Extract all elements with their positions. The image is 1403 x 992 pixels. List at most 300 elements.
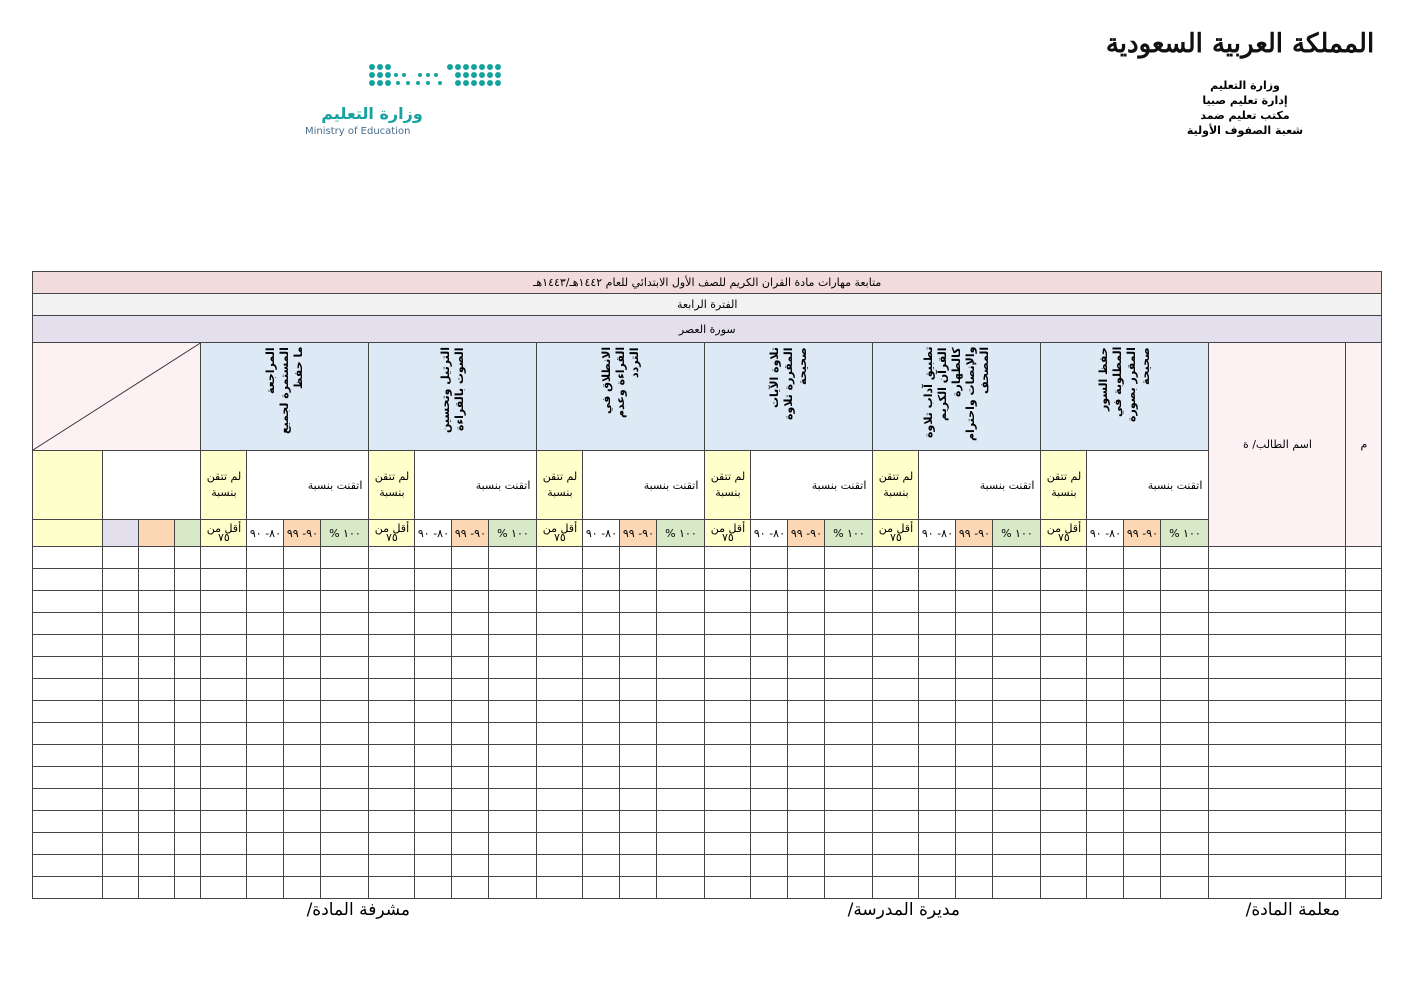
table-cell[interactable] — [103, 657, 139, 679]
table-cell[interactable] — [1346, 547, 1382, 569]
table-cell[interactable] — [583, 679, 620, 701]
table-cell[interactable] — [751, 657, 788, 679]
table-cell[interactable] — [175, 811, 201, 833]
table-cell[interactable] — [452, 811, 489, 833]
table-cell[interactable] — [751, 767, 788, 789]
table-cell[interactable] — [284, 657, 321, 679]
table-cell[interactable] — [788, 811, 825, 833]
table-cell[interactable] — [788, 657, 825, 679]
table-cell[interactable] — [537, 789, 583, 811]
table-cell[interactable] — [751, 613, 788, 635]
table-cell[interactable] — [1161, 569, 1209, 591]
table-cell[interactable] — [247, 811, 284, 833]
table-cell[interactable] — [705, 635, 751, 657]
table-cell[interactable] — [956, 679, 993, 701]
table-cell[interactable] — [489, 635, 537, 657]
table-cell[interactable] — [103, 767, 139, 789]
table-cell[interactable] — [489, 833, 537, 855]
table-cell[interactable] — [201, 789, 247, 811]
table-cell[interactable] — [1087, 591, 1124, 613]
table-cell[interactable] — [1346, 767, 1382, 789]
table-cell[interactable] — [1041, 591, 1087, 613]
table-cell[interactable] — [537, 855, 583, 877]
table-cell[interactable] — [788, 745, 825, 767]
table-cell[interactable] — [175, 723, 201, 745]
table-cell[interactable] — [175, 657, 201, 679]
table-cell[interactable] — [369, 657, 415, 679]
table-cell[interactable] — [1041, 723, 1087, 745]
table-cell[interactable] — [175, 767, 201, 789]
table-cell[interactable] — [1124, 767, 1161, 789]
table-cell[interactable] — [1087, 789, 1124, 811]
table-cell[interactable] — [956, 745, 993, 767]
table-cell[interactable] — [956, 877, 993, 899]
table-cell[interactable] — [1161, 591, 1209, 613]
table-cell[interactable] — [620, 789, 657, 811]
table-cell[interactable] — [705, 613, 751, 635]
table-cell[interactable] — [489, 701, 537, 723]
table-cell[interactable] — [1087, 745, 1124, 767]
table-cell[interactable] — [583, 635, 620, 657]
table-cell[interactable] — [33, 613, 103, 635]
table-cell[interactable] — [247, 569, 284, 591]
table-cell[interactable] — [1346, 789, 1382, 811]
table-cell[interactable] — [788, 635, 825, 657]
table-cell[interactable] — [583, 855, 620, 877]
table-cell[interactable] — [620, 591, 657, 613]
table-cell[interactable] — [620, 569, 657, 591]
table-cell[interactable] — [1346, 635, 1382, 657]
table-cell[interactable] — [139, 569, 175, 591]
table-cell[interactable] — [993, 723, 1041, 745]
table-cell[interactable] — [175, 679, 201, 701]
table-cell[interactable] — [321, 613, 369, 635]
table-cell[interactable] — [1124, 613, 1161, 635]
table-cell[interactable] — [452, 657, 489, 679]
table-cell[interactable] — [583, 877, 620, 899]
table-cell[interactable] — [1041, 767, 1087, 789]
table-cell[interactable] — [452, 635, 489, 657]
table-cell[interactable] — [620, 811, 657, 833]
table-cell[interactable] — [825, 635, 873, 657]
table-cell[interactable] — [489, 745, 537, 767]
table-cell[interactable] — [705, 767, 751, 789]
table-cell[interactable] — [415, 635, 452, 657]
table-cell[interactable] — [956, 855, 993, 877]
table-cell[interactable] — [1161, 855, 1209, 877]
table-cell[interactable] — [369, 701, 415, 723]
table-cell[interactable] — [751, 833, 788, 855]
table-cell[interactable] — [956, 613, 993, 635]
table-cell[interactable] — [1209, 811, 1346, 833]
table-cell[interactable] — [873, 679, 919, 701]
table-cell[interactable] — [33, 657, 103, 679]
table-cell[interactable] — [537, 745, 583, 767]
table-cell[interactable] — [284, 569, 321, 591]
table-cell[interactable] — [993, 833, 1041, 855]
table-cell[interactable] — [825, 569, 873, 591]
table-cell[interactable] — [1209, 767, 1346, 789]
table-cell[interactable] — [247, 833, 284, 855]
table-cell[interactable] — [1346, 855, 1382, 877]
table-cell[interactable] — [452, 613, 489, 635]
table-cell[interactable] — [201, 877, 247, 899]
table-cell[interactable] — [751, 877, 788, 899]
table-cell[interactable] — [415, 833, 452, 855]
table-cell[interactable] — [583, 833, 620, 855]
table-cell[interactable] — [247, 855, 284, 877]
table-cell[interactable] — [705, 811, 751, 833]
table-cell[interactable] — [103, 701, 139, 723]
table-cell[interactable] — [489, 789, 537, 811]
table-cell[interactable] — [873, 723, 919, 745]
table-cell[interactable] — [993, 591, 1041, 613]
table-cell[interactable] — [321, 657, 369, 679]
table-cell[interactable] — [919, 789, 956, 811]
table-cell[interactable] — [1041, 811, 1087, 833]
table-cell[interactable] — [1124, 547, 1161, 569]
table-cell[interactable] — [1209, 569, 1346, 591]
table-cell[interactable] — [788, 789, 825, 811]
table-cell[interactable] — [321, 701, 369, 723]
table-cell[interactable] — [1346, 745, 1382, 767]
table-cell[interactable] — [993, 701, 1041, 723]
table-cell[interactable] — [489, 613, 537, 635]
table-cell[interactable] — [537, 635, 583, 657]
table-cell[interactable] — [1087, 855, 1124, 877]
table-cell[interactable] — [657, 569, 705, 591]
table-cell[interactable] — [247, 635, 284, 657]
table-cell[interactable] — [201, 569, 247, 591]
table-cell[interactable] — [1161, 701, 1209, 723]
table-cell[interactable] — [452, 855, 489, 877]
table-cell[interactable] — [369, 635, 415, 657]
table-cell[interactable] — [657, 547, 705, 569]
table-cell[interactable] — [537, 811, 583, 833]
table-cell[interactable] — [284, 811, 321, 833]
table-cell[interactable] — [369, 767, 415, 789]
table-cell[interactable] — [1087, 635, 1124, 657]
table-cell[interactable] — [247, 701, 284, 723]
table-cell[interactable] — [489, 877, 537, 899]
table-cell[interactable] — [139, 701, 175, 723]
table-cell[interactable] — [1041, 569, 1087, 591]
table-cell[interactable] — [583, 723, 620, 745]
table-cell[interactable] — [321, 855, 369, 877]
table-cell[interactable] — [705, 833, 751, 855]
table-cell[interactable] — [284, 679, 321, 701]
table-cell[interactable] — [284, 745, 321, 767]
table-cell[interactable] — [489, 679, 537, 701]
table-cell[interactable] — [657, 855, 705, 877]
table-cell[interactable] — [919, 635, 956, 657]
table-cell[interactable] — [452, 833, 489, 855]
table-cell[interactable] — [1041, 547, 1087, 569]
table-cell[interactable] — [175, 569, 201, 591]
table-cell[interactable] — [1124, 877, 1161, 899]
table-cell[interactable] — [537, 569, 583, 591]
table-cell[interactable] — [825, 547, 873, 569]
table-cell[interactable] — [788, 877, 825, 899]
table-cell[interactable] — [139, 811, 175, 833]
table-cell[interactable] — [201, 723, 247, 745]
table-cell[interactable] — [705, 789, 751, 811]
table-cell[interactable] — [825, 591, 873, 613]
table-cell[interactable] — [825, 767, 873, 789]
table-cell[interactable] — [321, 679, 369, 701]
table-cell[interactable] — [369, 855, 415, 877]
table-cell[interactable] — [1209, 877, 1346, 899]
table-cell[interactable] — [788, 723, 825, 745]
table-cell[interactable] — [620, 877, 657, 899]
table-cell[interactable] — [1161, 745, 1209, 767]
table-cell[interactable] — [103, 877, 139, 899]
table-cell[interactable] — [1087, 569, 1124, 591]
table-cell[interactable] — [919, 767, 956, 789]
table-cell[interactable] — [201, 767, 247, 789]
table-cell[interactable] — [1161, 657, 1209, 679]
table-cell[interactable] — [919, 679, 956, 701]
table-cell[interactable] — [415, 767, 452, 789]
table-cell[interactable] — [873, 811, 919, 833]
table-cell[interactable] — [956, 833, 993, 855]
table-cell[interactable] — [657, 701, 705, 723]
table-cell[interactable] — [537, 877, 583, 899]
table-cell[interactable] — [751, 591, 788, 613]
table-cell[interactable] — [919, 877, 956, 899]
table-cell[interactable] — [751, 745, 788, 767]
table-cell[interactable] — [175, 547, 201, 569]
table-cell[interactable] — [1087, 679, 1124, 701]
table-cell[interactable] — [956, 635, 993, 657]
table-cell[interactable] — [201, 547, 247, 569]
table-cell[interactable] — [825, 679, 873, 701]
table-cell[interactable] — [919, 745, 956, 767]
table-cell[interactable] — [956, 547, 993, 569]
table-cell[interactable] — [1209, 591, 1346, 613]
table-cell[interactable] — [247, 657, 284, 679]
table-cell[interactable] — [919, 569, 956, 591]
table-cell[interactable] — [284, 767, 321, 789]
table-cell[interactable] — [956, 657, 993, 679]
table-cell[interactable] — [284, 833, 321, 855]
table-cell[interactable] — [1087, 767, 1124, 789]
table-cell[interactable] — [825, 833, 873, 855]
table-cell[interactable] — [1161, 635, 1209, 657]
table-cell[interactable] — [321, 833, 369, 855]
table-cell[interactable] — [415, 811, 452, 833]
table-cell[interactable] — [873, 789, 919, 811]
table-cell[interactable] — [583, 767, 620, 789]
table-cell[interactable] — [657, 745, 705, 767]
table-cell[interactable] — [247, 877, 284, 899]
table-cell[interactable] — [284, 789, 321, 811]
table-cell[interactable] — [1346, 833, 1382, 855]
table-cell[interactable] — [620, 833, 657, 855]
table-cell[interactable] — [489, 767, 537, 789]
table-cell[interactable] — [657, 635, 705, 657]
table-cell[interactable] — [369, 569, 415, 591]
table-cell[interactable] — [139, 657, 175, 679]
table-cell[interactable] — [369, 833, 415, 855]
table-cell[interactable] — [825, 657, 873, 679]
table-cell[interactable] — [705, 657, 751, 679]
table-cell[interactable] — [33, 547, 103, 569]
table-cell[interactable] — [956, 767, 993, 789]
table-cell[interactable] — [620, 767, 657, 789]
table-cell[interactable] — [1346, 613, 1382, 635]
table-cell[interactable] — [139, 679, 175, 701]
table-cell[interactable] — [537, 767, 583, 789]
table-cell[interactable] — [620, 613, 657, 635]
table-cell[interactable] — [583, 701, 620, 723]
table-cell[interactable] — [956, 591, 993, 613]
table-cell[interactable] — [139, 591, 175, 613]
table-cell[interactable] — [139, 745, 175, 767]
table-cell[interactable] — [1124, 789, 1161, 811]
table-cell[interactable] — [1209, 547, 1346, 569]
table-cell[interactable] — [1087, 657, 1124, 679]
table-cell[interactable] — [33, 569, 103, 591]
table-cell[interactable] — [825, 723, 873, 745]
table-cell[interactable] — [1209, 855, 1346, 877]
table-cell[interactable] — [139, 767, 175, 789]
table-cell[interactable] — [33, 679, 103, 701]
table-cell[interactable] — [919, 723, 956, 745]
table-cell[interactable] — [175, 789, 201, 811]
table-cell[interactable] — [583, 657, 620, 679]
table-cell[interactable] — [825, 613, 873, 635]
table-cell[interactable] — [452, 789, 489, 811]
table-cell[interactable] — [1209, 789, 1346, 811]
table-cell[interactable] — [993, 657, 1041, 679]
table-cell[interactable] — [201, 613, 247, 635]
table-cell[interactable] — [175, 591, 201, 613]
table-cell[interactable] — [1161, 877, 1209, 899]
table-cell[interactable] — [452, 569, 489, 591]
table-cell[interactable] — [201, 591, 247, 613]
table-cell[interactable] — [583, 811, 620, 833]
table-cell[interactable] — [489, 569, 537, 591]
table-cell[interactable] — [657, 723, 705, 745]
table-cell[interactable] — [873, 701, 919, 723]
table-cell[interactable] — [321, 877, 369, 899]
table-cell[interactable] — [705, 591, 751, 613]
table-cell[interactable] — [657, 613, 705, 635]
table-cell[interactable] — [321, 569, 369, 591]
table-cell[interactable] — [956, 789, 993, 811]
table-cell[interactable] — [175, 745, 201, 767]
table-cell[interactable] — [919, 547, 956, 569]
table-cell[interactable] — [1124, 591, 1161, 613]
table-cell[interactable] — [139, 789, 175, 811]
table-cell[interactable] — [788, 547, 825, 569]
table-cell[interactable] — [321, 591, 369, 613]
table-cell[interactable] — [247, 745, 284, 767]
table-cell[interactable] — [321, 635, 369, 657]
table-cell[interactable] — [620, 547, 657, 569]
table-cell[interactable] — [705, 723, 751, 745]
table-cell[interactable] — [993, 789, 1041, 811]
table-cell[interactable] — [751, 569, 788, 591]
table-cell[interactable] — [452, 723, 489, 745]
table-cell[interactable] — [993, 767, 1041, 789]
table-cell[interactable] — [1209, 635, 1346, 657]
table-cell[interactable] — [825, 855, 873, 877]
table-cell[interactable] — [657, 789, 705, 811]
table-cell[interactable] — [788, 591, 825, 613]
table-cell[interactable] — [873, 569, 919, 591]
table-cell[interactable] — [537, 701, 583, 723]
table-cell[interactable] — [620, 855, 657, 877]
table-cell[interactable] — [415, 877, 452, 899]
table-cell[interactable] — [415, 547, 452, 569]
table-cell[interactable] — [583, 613, 620, 635]
table-cell[interactable] — [139, 877, 175, 899]
table-cell[interactable] — [1346, 811, 1382, 833]
table-cell[interactable] — [1346, 679, 1382, 701]
table-cell[interactable] — [919, 855, 956, 877]
table-cell[interactable] — [537, 657, 583, 679]
table-cell[interactable] — [1161, 767, 1209, 789]
table-cell[interactable] — [201, 635, 247, 657]
table-cell[interactable] — [139, 547, 175, 569]
table-cell[interactable] — [788, 679, 825, 701]
table-cell[interactable] — [103, 591, 139, 613]
table-cell[interactable] — [620, 657, 657, 679]
table-cell[interactable] — [751, 789, 788, 811]
table-cell[interactable] — [537, 833, 583, 855]
table-cell[interactable] — [1041, 679, 1087, 701]
table-cell[interactable] — [1346, 657, 1382, 679]
table-cell[interactable] — [321, 745, 369, 767]
table-cell[interactable] — [919, 811, 956, 833]
table-cell[interactable] — [751, 811, 788, 833]
table-cell[interactable] — [583, 569, 620, 591]
table-cell[interactable] — [33, 591, 103, 613]
table-cell[interactable] — [247, 767, 284, 789]
table-cell[interactable] — [1161, 833, 1209, 855]
table-cell[interactable] — [139, 613, 175, 635]
table-cell[interactable] — [1161, 789, 1209, 811]
table-cell[interactable] — [1209, 657, 1346, 679]
table-cell[interactable] — [1124, 745, 1161, 767]
table-cell[interactable] — [537, 679, 583, 701]
table-cell[interactable] — [33, 833, 103, 855]
table-cell[interactable] — [620, 723, 657, 745]
table-cell[interactable] — [103, 855, 139, 877]
table-cell[interactable] — [657, 591, 705, 613]
table-cell[interactable] — [583, 591, 620, 613]
table-cell[interactable] — [620, 745, 657, 767]
table-cell[interactable] — [956, 569, 993, 591]
table-cell[interactable] — [825, 811, 873, 833]
table-cell[interactable] — [1209, 745, 1346, 767]
table-cell[interactable] — [620, 679, 657, 701]
table-cell[interactable] — [1346, 569, 1382, 591]
table-cell[interactable] — [705, 855, 751, 877]
table-cell[interactable] — [201, 745, 247, 767]
table-cell[interactable] — [33, 635, 103, 657]
table-cell[interactable] — [33, 767, 103, 789]
table-cell[interactable] — [1041, 745, 1087, 767]
table-cell[interactable] — [369, 745, 415, 767]
table-cell[interactable] — [1124, 811, 1161, 833]
table-cell[interactable] — [489, 723, 537, 745]
table-cell[interactable] — [537, 547, 583, 569]
table-cell[interactable] — [1087, 723, 1124, 745]
table-cell[interactable] — [369, 591, 415, 613]
